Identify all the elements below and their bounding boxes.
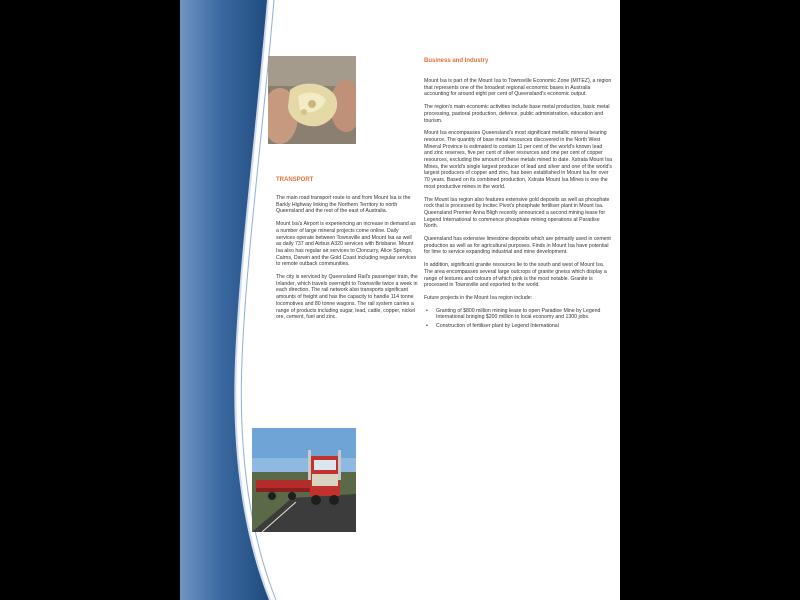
business-paragraph: The region's main economic activities include base metal production, basic metal processing, pastoral production, defence, public administration, education and tourism. bbox=[424, 104, 610, 124]
transport-paragraph: The city is serviced by Queensland Rail's passenger train, the Inlander, which travels overnight to Townsville twice a week in each direction. The rail network also transports significant amounts of freight and has the capacity to handle 114 tonne locomotives and 80 tonne wagons. The rail system carries a range of products including sugar, lead, cattle, copper, nickel ore, cement, fuel and zinc. bbox=[276, 274, 418, 321]
business-paragraph: The Mount Isa region also features extensive gold deposits as well as phosphate rock that is processed by Incitec Pivot's phosphate fertiliser plant in Mount Isa. Queensland Premier Anna Bligh recently announced a second mining lease for Legend International to commence phosphate mining operations at Paradise North. bbox=[424, 196, 610, 230]
business-paragraph: Queensland has extensive limestone deposits which are primarily used in cement production as well as for agricultural purposes. Finds in Mount Isa have potential for lime to service expanding industrial and mine development. bbox=[424, 236, 611, 256]
business-heading: Business and Industry bbox=[424, 58, 489, 64]
transport-column bbox=[276, 195, 418, 327]
mineral-rock-photo bbox=[268, 56, 356, 144]
transport-paragraph: The main road transport route to and from Mount Isa is the Barkly Highway linking the Northern Territory to north Queensland and the rest of the east of Australia. bbox=[276, 195, 411, 215]
business-paragraph: In addition, significant granite resources lie to the south and west of Mount Isa. The area encompasses several large outcrops of granite gneiss which display a range of textures and colours of which pink is the most notable. Granite is processed in Townsville and exported to the world. bbox=[424, 262, 607, 289]
business-paragraph: Future projects in the Mount Isa region include: bbox=[424, 294, 533, 301]
road-train-photo bbox=[252, 428, 356, 532]
list-item: • Construction of fertiliser plant by Legend International bbox=[424, 323, 612, 330]
business-paragraph: Mount Isa is part of the Mount Isa to Townsville Economic Zone (MITEZ), a region that represents one of the broadest regional economic bases in Australia accounting for around eight per cent of Queensland's economic output. bbox=[424, 78, 612, 98]
brochure-page bbox=[180, 0, 620, 600]
transport-heading: TRANSPORT bbox=[276, 177, 314, 183]
future-projects-list bbox=[424, 308, 612, 330]
business-paragraph: Mount Isa encompasses Queensland's most significant metallic mineral bearing resource. The quantity of base metal resources discovered in the North West Mineral Province is estimated to contain 11 per cent of the world's known lead and zinc reserves, five per cent of silver resources and one per cent of copper resources, excluding the amount of these metals mined to date. Xstrata Mount Isa Mines, the world's single largest producer of lead and silver and one of the world's largest producers of copper and zinc, has been established in Mount Isa for over 70 years. Based on its combined production, Xstrata Mount Isa Mines is one the most productive mines in the world. bbox=[424, 130, 613, 190]
transport-paragraph: Mount Isa's Airport is experiencing an increase in demand as a number of large mineral projects come online. Daily services operate between Townsville and Mount Isa as well as daily 737 and Airbus A320 services with Brisbane. Mount Isa also has regular air services to Cloncurry, Alice Springs, Cairns, Darwin and the Gold Coast including regular services to remote outback communities. bbox=[276, 221, 417, 268]
list-item: • Granting of $800 million mining lease to open Paradise Mine by Legend International bringing $200 million to local economy and 1300 jobs. bbox=[424, 308, 612, 321]
business-column bbox=[424, 78, 612, 332]
